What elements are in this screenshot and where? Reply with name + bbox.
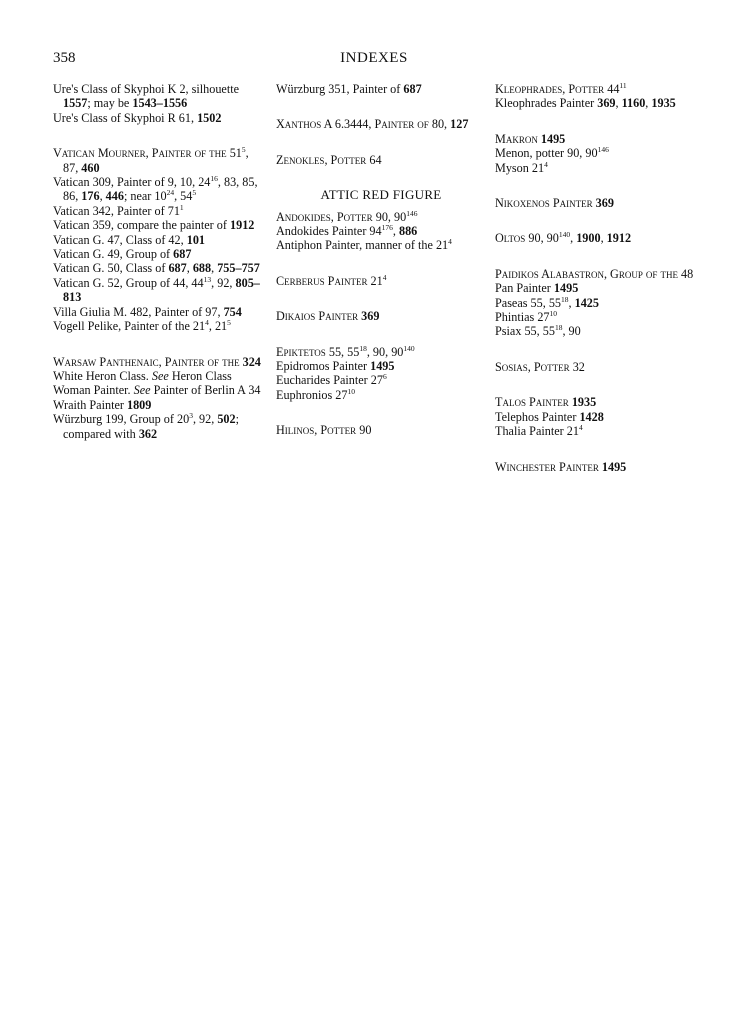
page-number: 358 [53,50,76,66]
index-entry: Warsaw Panthenaic, Painter of the 324 [53,354,261,369]
index-entry: Vatican 342, Painter of $71^1$ [53,202,184,218]
index-column-left [53,82,263,441]
entry-gap [53,334,263,355]
index-entry: Hilinos, Potter 90 [276,423,372,438]
index-entry: Telephos Painter 1428 [495,409,604,424]
index-entry: Phintias $27^{10}$ [495,309,558,325]
entry-gap [276,402,486,423]
index-entry: Pan Painter 1495 [495,281,579,296]
index-entry: Kleophrades, Potter $44^{11}$ [495,81,627,96]
index-entry: Sosias, Potter 32 [495,359,585,374]
index-entry: White Heron Class. See Heron Class [53,368,232,383]
index-entry: Thalia Painter $21^4$ [495,423,583,439]
index-entry: Vatican 309, Painter of 9, 10, $24^{16}$, 83, 85, 86, 176, 446; near $10^{24}$, $54^5$ [53,174,258,204]
index-entry: Kleophrades Painter 369, 1160, 1935 [495,96,676,111]
index-entry: Epiktetos 55, $55^{18}$, 90, $90^{140}$ [276,343,415,359]
index-entry: Nikoxenos Painter 369 [495,196,614,211]
index-entry: Myson $21^4$ [495,159,548,175]
index-entry: Würzburg 351, Painter of 687 [276,82,422,96]
index-entry: Xanthos A 6.3444, Painter of 80, 127 [276,117,469,132]
index-entry: Menon, potter 90, $90^{146}$ [495,145,609,161]
index-entry: Psiax 55, $55^{18}$, 90 [495,323,581,339]
index-entry: Euphronios $27^{10}$ [276,386,355,402]
entry-gap [495,374,710,395]
index-entry: Zenokles, Potter 64 [276,152,382,167]
index-entry: Ure's Class of Skyphoi R 61, 1502 [53,110,222,125]
entry-gap [276,253,486,274]
index-column-right [495,82,710,474]
index-entry: Winchester Painter 1495 [495,459,627,474]
index-entry: Vatican Mourner, Painter of the $51^5$, 87, 460 [53,145,249,175]
index-column-middle [276,82,486,438]
entry-gap [495,339,710,360]
index-entry: Vatican G. 47, Class of 42, 101 [53,232,205,247]
entry-gap [276,324,486,345]
index-entry: Vogell Pelike, Painter of the $21^4$, $21^5$ [53,318,231,334]
running-head: INDEXES [340,50,408,66]
entry-gap [276,96,486,117]
index-entry: Villa Giulia M. 482, Painter of 97, 754 [53,304,242,319]
index-entry: Paseas 55, $55^{18}$, 1425 [495,294,599,310]
entry-gap [495,246,710,267]
index-entry: Paidikos Alabastron, Group of the 48 [495,266,694,281]
index-entry: Talos Painter 1935 [495,395,597,410]
entry-gap [276,167,486,188]
index-entry: Andokides, Potter 90, $90^{146}$ [276,208,418,224]
entry-gap [276,288,486,309]
index-entry: Ure's Class of Skyphoi K 2, silhouette 1557; may be 1543–1556 [53,82,240,111]
entry-gap [495,111,710,132]
entry-gap [276,132,486,153]
index-entry: Vatican G. 52, Group of 44, $44^{13}$, 92, 805–813 [53,274,260,305]
entry-gap [53,125,263,146]
index-entry: Andokides Painter $94^{176}$, 886 [276,223,418,239]
index-entry: Woman Painter. See Painter of Berlin A 34 [53,383,261,398]
index-entry: Wraith Painter 1809 [53,397,152,412]
entry-gap [495,439,710,460]
index-entry: Cerberus Painter $21^4$ [276,272,387,288]
index-entry: Epidromos Painter 1495 [276,359,395,374]
index-entry: Antiphon Painter, manner of the $21^4$ [276,237,452,253]
index-entry: Vatican 359, compare the painter of 1912 [53,218,255,233]
entry-gap [495,175,710,196]
index-entry: Vatican G. 50, Class of 687, 688, 755–757 [53,261,260,276]
index-entry: Eucharides Painter $27^6$ [276,372,387,388]
index-entry: Oltos 90, $90^{140}$, 1900, 1912 [495,230,632,246]
index-entry: Vatican G. 49, Group of 687 [53,247,192,262]
index-entry: Würzburg 199, Group of $20^3$, 92, 502; compared with 362 [53,411,239,441]
index-entry: Makron 1495 [495,131,566,146]
section-heading: ATTIC RED FIGURE [320,187,442,203]
entry-gap [495,210,710,231]
index-entry: Dikaios Painter 369 [276,309,380,324]
